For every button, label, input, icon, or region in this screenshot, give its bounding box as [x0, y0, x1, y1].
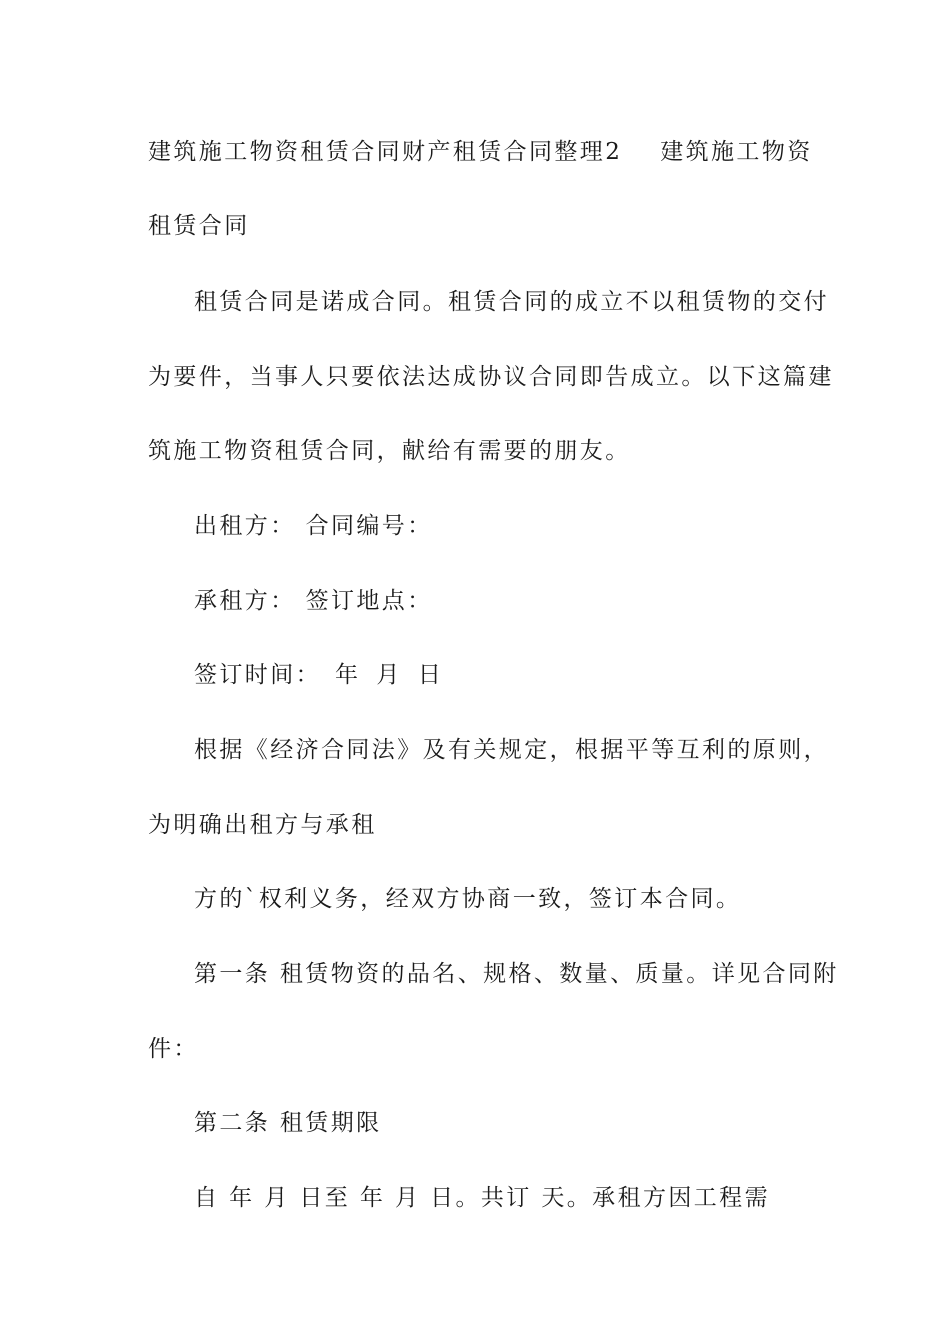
document-title-line-1: [148, 137, 813, 167]
document-title-continued: 建筑施工物资: [660, 139, 813, 165]
contract-number-label: 合同编号：: [305, 513, 433, 539]
lessee-row: [194, 586, 433, 616]
sign-day: 日: [417, 662, 444, 688]
document-title: 建筑施工物资租赁合同财产租赁合同整理2: [148, 139, 623, 165]
preamble-line-2: 为明确出租方与承租: [148, 812, 377, 838]
intro-paragraph-line-2: 为要件，当事人只要依法达成协议合同即告成立。以下这篇建: [148, 364, 834, 390]
sign-time-row: [194, 660, 443, 690]
lessor-label: 出租方：: [194, 513, 296, 539]
article-1-line-1: 第一条 租赁物资的品名、规格、数量、质量。详见合同附: [194, 961, 839, 987]
lessor-row: [194, 511, 433, 541]
lessee-label: 承租方：: [194, 588, 296, 614]
article-2-heading: 第二条 租赁期限: [194, 1110, 382, 1136]
sign-place-label: 签订地点：: [305, 588, 433, 614]
article-1-line-2: 件：: [148, 1036, 199, 1062]
preamble-line-3: 方的`权利义务，经双方协商一致，签订本合同。: [194, 886, 742, 912]
sign-time-label: 签订时间：: [194, 662, 321, 688]
intro-paragraph-line-1: 租赁合同是诺成合同。租赁合同的成立不以租赁物的交付: [194, 289, 829, 315]
sign-year: 年: [335, 662, 361, 688]
article-2-line-1: 自 年 月 日至 年 月 日。共订 天。承租方因工程需: [194, 1185, 770, 1211]
document-title-line-2: 租赁合同: [148, 213, 250, 239]
intro-paragraph-line-3: 筑施工物资租赁合同，献给有需要的朋友。: [148, 438, 631, 464]
sign-month: 月: [376, 662, 402, 688]
preamble-line-1: 根据《经济合同法》及有关规定，根据平等互利的原则，: [194, 737, 829, 763]
